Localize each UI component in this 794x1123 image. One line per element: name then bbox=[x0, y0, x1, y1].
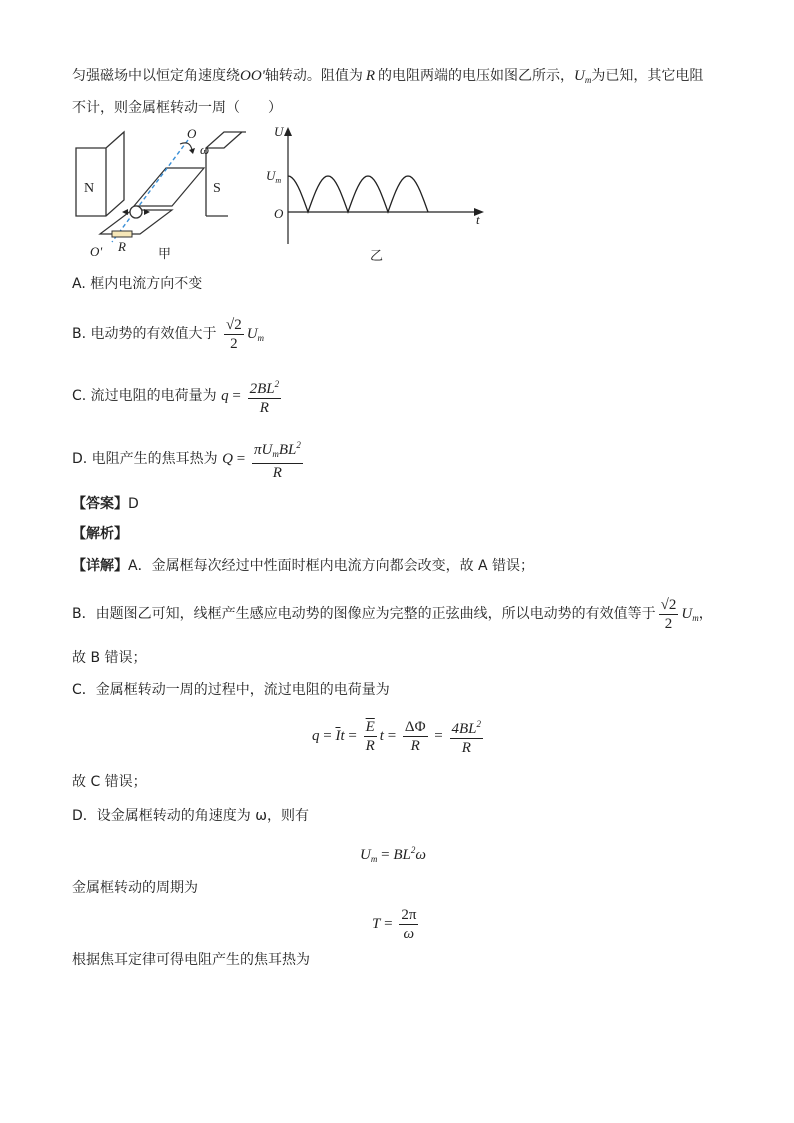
analysis-d2 bbox=[72, 878, 198, 898]
option-d: D. 电阻产生的焦耳热为 Q = $\frac{\pi U_mBL^2}{R}$ bbox=[72, 436, 306, 482]
option-a bbox=[72, 274, 202, 294]
analysis-d2-text: 金属框转动的周期为 bbox=[72, 880, 198, 896]
equation-um: $U_m = BL^2\omega$ bbox=[360, 845, 426, 864]
analysis-b-text: B．由题图乙可知，线框产生感应电动势的图像应为完整的正弦曲线，所以电动势的有效值等于 bbox=[72, 606, 656, 622]
analysis-c bbox=[72, 680, 390, 700]
brush-left bbox=[122, 209, 128, 215]
question-text-c: 的电阻两端的电压如图乙所示， bbox=[378, 68, 575, 84]
analysis-b bbox=[72, 592, 713, 640]
analysis-c-text: C．金属框转动一周的过程中，流过电阻的电荷量为 bbox=[72, 682, 390, 698]
magnet-s bbox=[206, 132, 246, 216]
voltage-curve bbox=[288, 176, 428, 212]
option-d-fraction: $\frac{\pi U_mBL^2}{R}$ bbox=[252, 436, 303, 482]
figure-jia bbox=[72, 124, 262, 264]
analysis-a bbox=[72, 556, 534, 576]
analysis-b-comma: ， bbox=[698, 606, 713, 622]
option-c: C. 流过电阻的电荷量为 q = $\frac{2BL^2}{R}$ bbox=[72, 374, 284, 418]
jia-caption: 甲 bbox=[158, 247, 172, 262]
t-axis-label: t bbox=[476, 212, 480, 227]
analysis-c2-text: 故 C 错误； bbox=[72, 774, 147, 790]
magnet-n bbox=[76, 132, 124, 216]
r-label: R bbox=[118, 239, 126, 254]
equation-period: T = $\frac{2\pi}{\omega}$ bbox=[372, 906, 417, 942]
u-axis-label: U bbox=[274, 124, 284, 139]
analysis-heading bbox=[72, 524, 128, 544]
option-b-text: B. 电动势的有效值大于 bbox=[72, 326, 217, 342]
u-axis-arrow bbox=[284, 127, 292, 136]
option-c-text: C. 流过电阻的电荷量为 bbox=[72, 388, 217, 404]
answer-line bbox=[72, 494, 139, 514]
option-d-text: D. 电阻产生的焦耳热为 bbox=[72, 451, 218, 467]
question-line-2 bbox=[72, 98, 282, 118]
um-symbol: $U_m$ bbox=[574, 68, 592, 85]
magnet-s-label: S bbox=[213, 181, 221, 196]
o-top-label: O bbox=[187, 126, 197, 141]
figure-yi bbox=[262, 124, 492, 266]
option-b-fraction: $\frac{√2}{2}$ bbox=[225, 316, 242, 352]
analysis-d3 bbox=[72, 950, 310, 970]
omega-label: ω bbox=[200, 142, 210, 157]
analysis-c2 bbox=[72, 772, 147, 792]
origin-label: O bbox=[274, 206, 284, 221]
analysis-a-text: A．金属框每次经过中性面时框内电流方向都会改变，故 A 错误； bbox=[128, 558, 535, 574]
frame-upper bbox=[134, 168, 204, 206]
question-text-b: 轴转动。阻值为 bbox=[264, 68, 363, 84]
answer-value: D bbox=[128, 496, 139, 512]
option-b bbox=[72, 312, 264, 360]
detail-label: 【详解】 bbox=[72, 558, 128, 574]
slip-ring bbox=[130, 206, 142, 218]
yi-caption: 乙 bbox=[370, 249, 384, 264]
option-a-text: A. 框内电流方向不变 bbox=[72, 276, 203, 292]
resistor bbox=[112, 231, 132, 237]
analysis-b-um: $U_m$ bbox=[681, 606, 699, 623]
option-b-um: $U_m$ bbox=[246, 326, 265, 343]
analysis-b-fraction: $\frac{√2}{2}$ bbox=[660, 596, 677, 632]
answer-label: 【答案】 bbox=[72, 496, 128, 512]
resistor-symbol: R bbox=[365, 68, 376, 84]
option-d-q: Q bbox=[222, 451, 233, 467]
question-text-line2: 不计，则金属框转动一周（ ） bbox=[72, 100, 282, 116]
question-text-d: 为已知，其它电阻 bbox=[591, 68, 704, 84]
equation-charge: $q = \overline{I}t$ = $\frac{\overline{E}}{R}$ t = $\frac{\Delta\Phi}{R}$ = $\frac{4BL^2}{R}$ bbox=[312, 714, 486, 758]
um-axis-label: $U_m$ bbox=[266, 168, 282, 185]
option-c-q: q bbox=[221, 388, 229, 404]
analysis-d bbox=[72, 806, 309, 826]
o-bottom-label: O' bbox=[90, 244, 103, 259]
magnet-n-label: N bbox=[84, 181, 95, 196]
analysis-d3-text: 根据焦耳定律可得电阻产生的焦耳热为 bbox=[72, 952, 310, 968]
option-c-fraction: $\frac{2BL^2}{R}$ bbox=[248, 375, 282, 417]
axis-label: OO' bbox=[240, 68, 265, 84]
question-text-a: 匀强磁场中以恒定角速度绕 bbox=[72, 68, 240, 84]
question-line-1 bbox=[72, 66, 703, 90]
analysis-label: 【解析】 bbox=[72, 526, 128, 542]
analysis-b2-text: 故 B 错误； bbox=[72, 650, 147, 666]
analysis-b2 bbox=[72, 648, 147, 668]
analysis-d-text: D．设金属框转动的角速度为 ω，则有 bbox=[72, 808, 309, 824]
